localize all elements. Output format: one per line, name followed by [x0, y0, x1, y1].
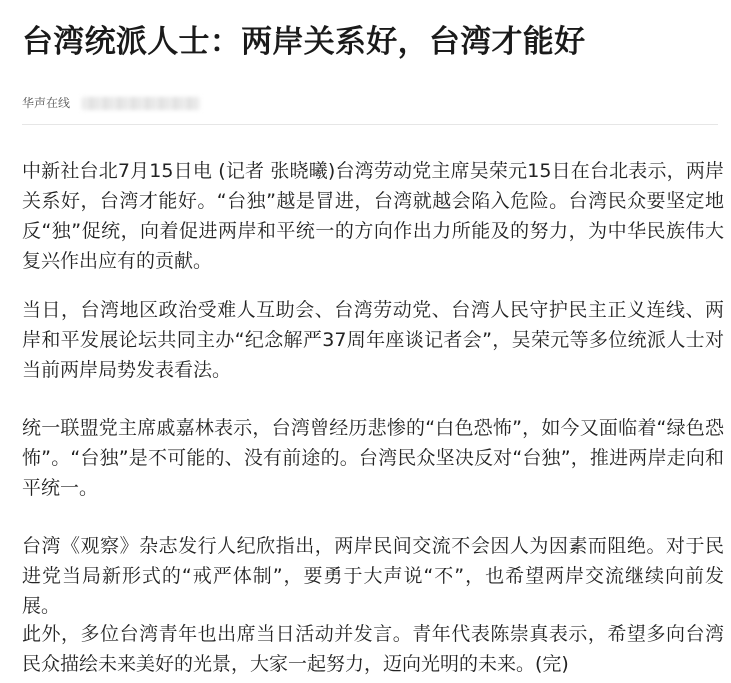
title-divider	[22, 124, 718, 125]
blurred-publish-info	[82, 97, 200, 110]
article-paragraph: 台湾《观察》杂志发行人纪欣指出，两岸民间交流不会因人为因素而阻绝。对于民进党当局新形式的“戒严体制”，要勇于大声说“不”，也希望两岸交流继续向前发展。	[22, 535, 724, 617]
article-paragraph: 统一联盟党主席戚嘉林表示，台湾曾经历悲惨的“白色恐怖”，如今又面临着“绿色恐怖”。“台独”是不可能的、没有前途的。台湾民众坚决反对“台独”，推进两岸走向和平统一。	[22, 417, 724, 499]
article-title: 台湾统派人士：两岸关系好，台湾才能好	[22, 24, 586, 60]
article-meta	[22, 93, 200, 113]
article-paragraph: 此外，多位台湾青年也出席当日活动并发言。青年代表陈崇真表示，希望多向台湾民众描绘未来美好的光景，大家一起努力，迈向光明的未来。(完)	[22, 623, 724, 675]
article-paragraph: 当日，台湾地区政治受难人互助会、台湾劳动党、台湾人民守护民主正义连线、两岸和平发展论坛共同主办“纪念解严37周年座谈记者会”，吴荣元等多位统派人士对当前两岸局势发表看法。	[22, 299, 724, 381]
article-source[interactable]: 华声在线	[22, 96, 71, 110]
article-paragraph: 中新社台北7月15日电 (记者 张晓曦)台湾劳动党主席吴荣元15日在台北表示，两岸关系好，台湾才能好。“台独”越是冒进，台湾就越会陷入危险。台湾民众要坚定地反“独”促统，向着促进两岸和平统一的方向作出力所能及的努力，为中华民族伟大复兴作出应有的贡献。	[22, 160, 724, 272]
